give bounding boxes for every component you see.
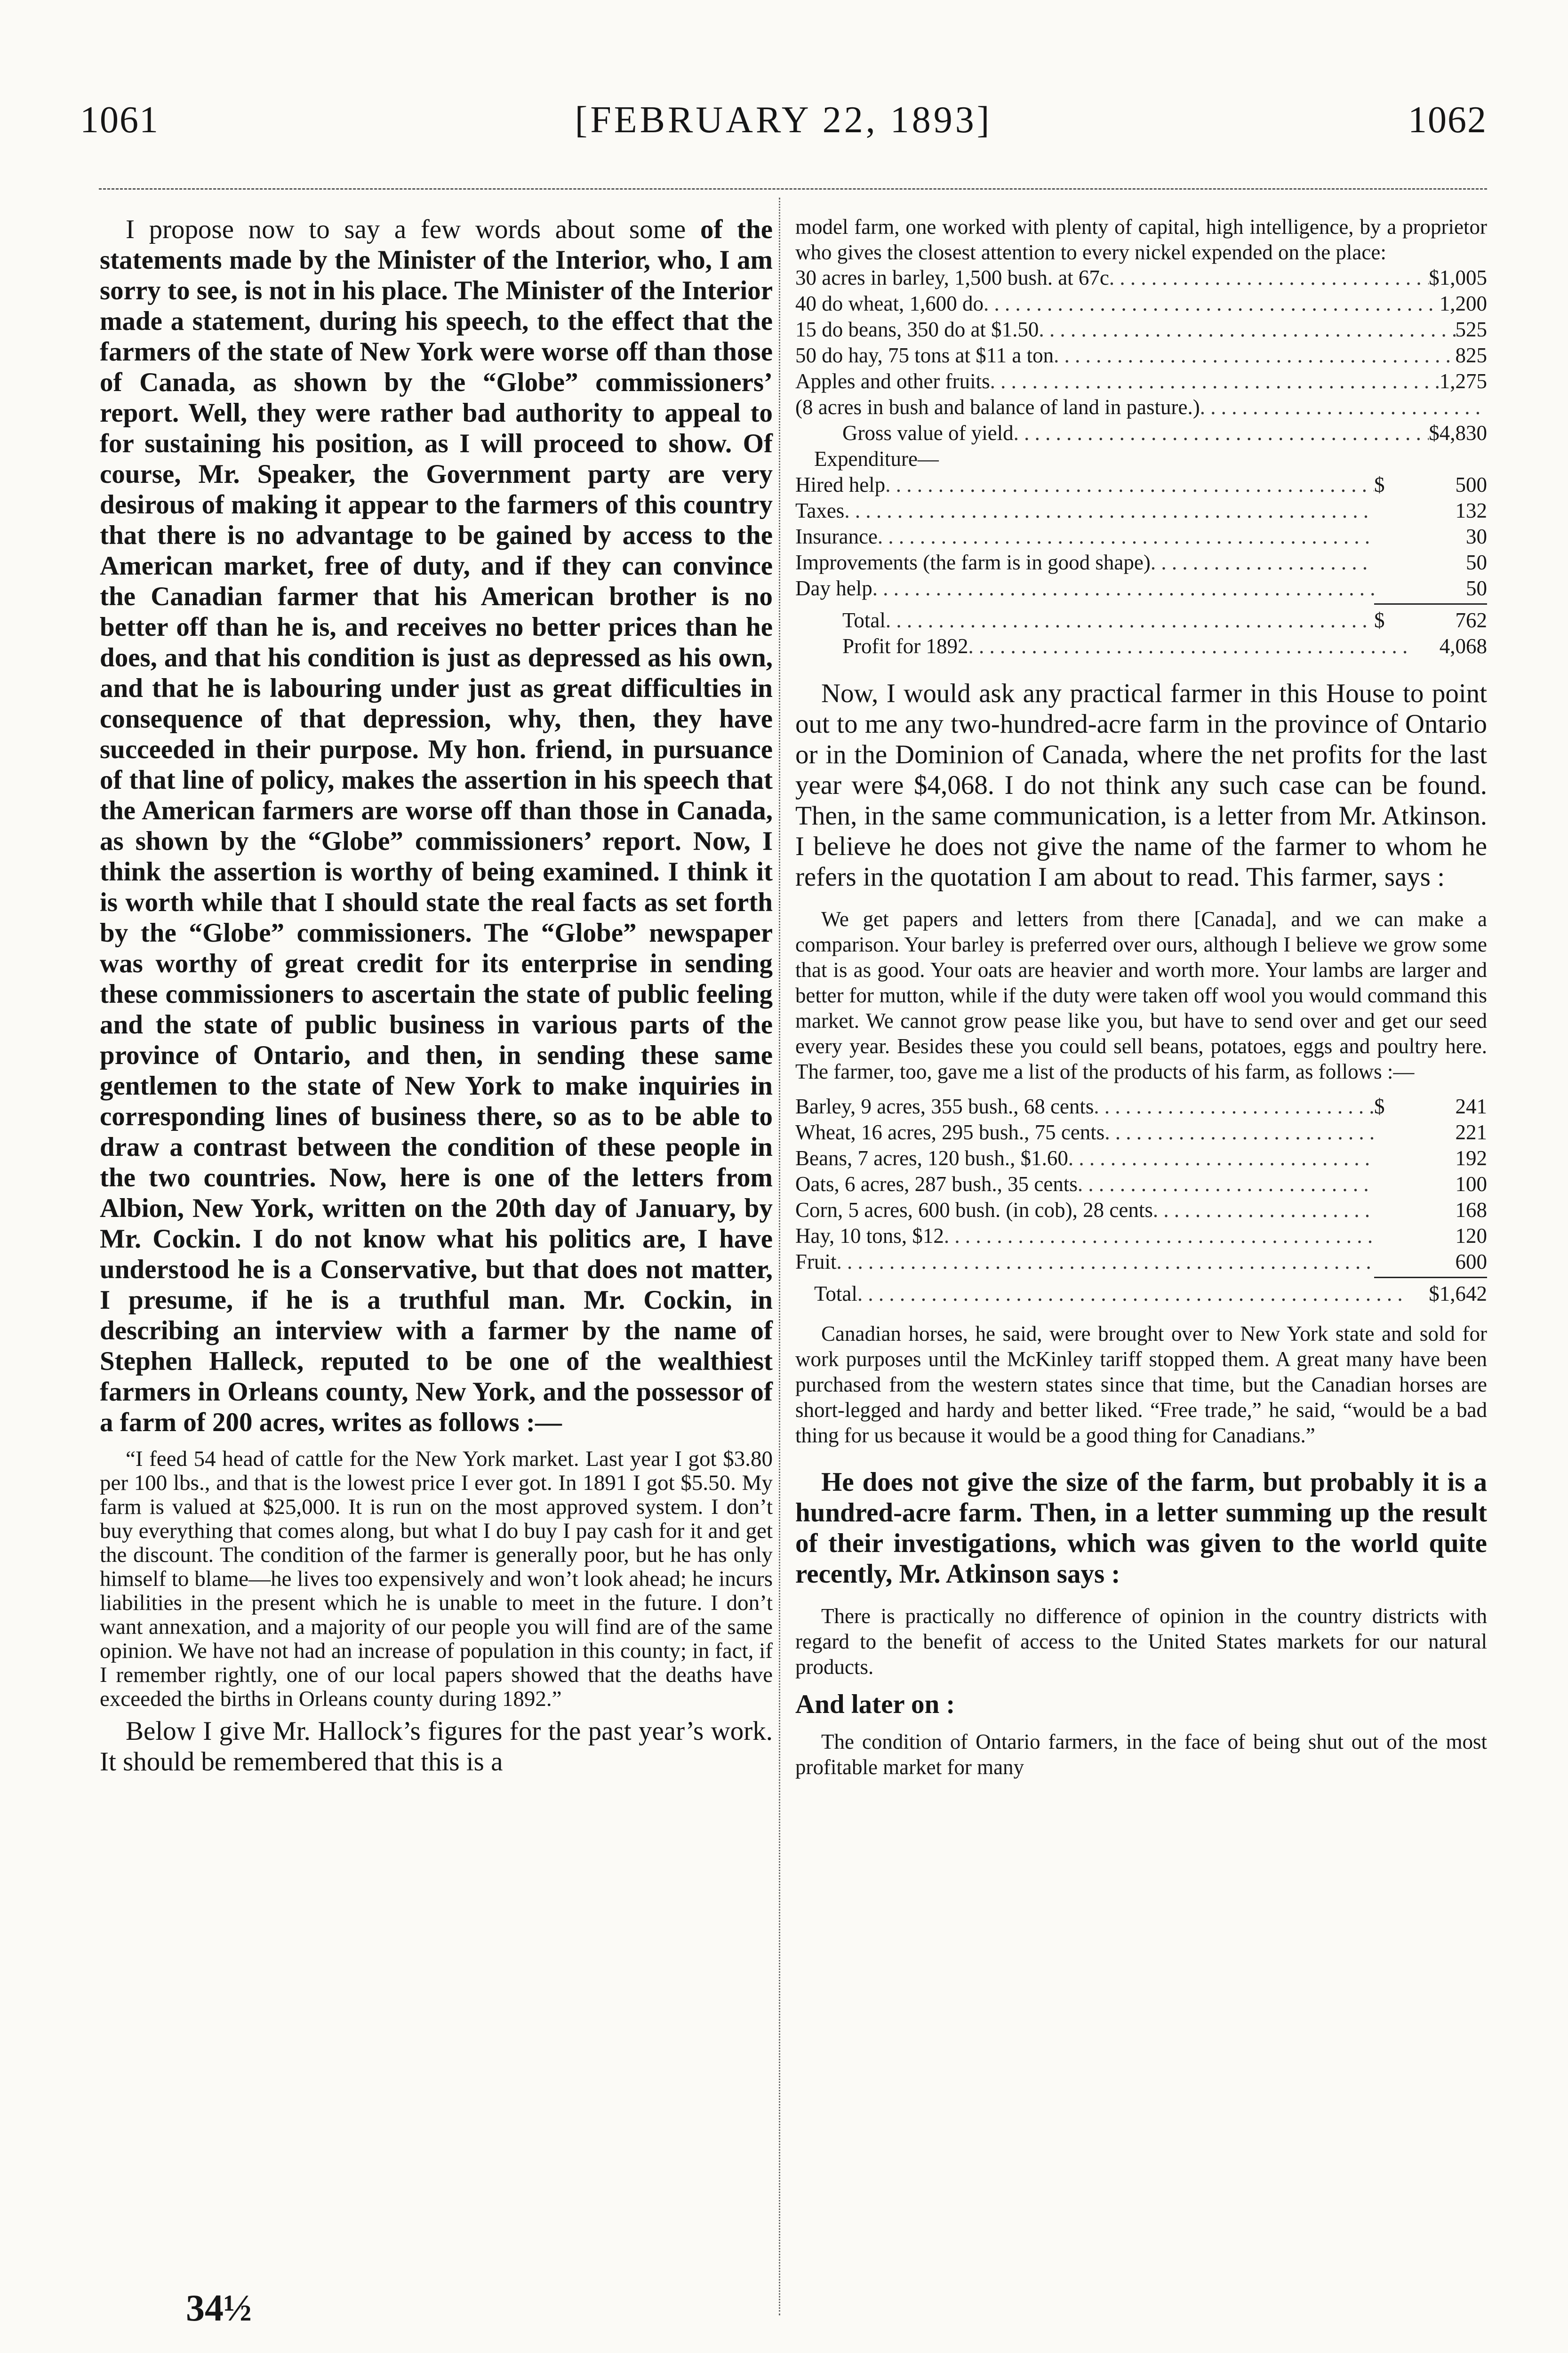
speech-paragraph-1 (100, 214, 773, 1438)
table-row: Fruit . . . 600 (795, 1249, 1487, 1275)
signature-mark: 34½ (186, 2288, 252, 2329)
speech-paragraph-3: Now, I would ask any practical farmer in this House to point out to me any two-hundred-acre farm in the province of Ontario or in the Dominion of Canada, where the net profits for the last year were $4,068. I do not think any such case can be found. Then, in the same communication, is a letter from Mr. Atkinson. I believe he does not give the name of the farmer to whom he refers in the quotation I am about to read. This farmer, says : (795, 679, 1487, 892)
speech-text-normal: I propose now to say a few words about some (126, 215, 686, 244)
table-row: Taxes . . . 132 (795, 498, 1487, 524)
crop-total-row: Total . . . $1,642 (795, 1281, 1487, 1307)
speech-text-bold: of the statements made by the Minister of the Interior, who, I am sorry to see, is not in his place. The Minister of the Interior made a statement, during his speech, to the effect that the farmers of the state of New York were worse off than those of Canada, as shown by the “Globe” commissioners’ report. Well, they were rather bad authority to appeal to for sustaining his position, as I will proceed to show. Of course, Mr. Speaker, the Government party are very desirous of making it appear to the farmers of this country that there is no advantage to be gained by access to the American market, free of duty, and if they can convince the Canadian farmer that his American brother is no better off than he is, and receives no better prices than he does, and that his condition is just as depressed as his own, and that he is labouring under just as great difficulties in consequence of that depression, why, then, they have succeeded in their purpose. My hon. friend, in pursuance of that line of policy, makes the assertion in his speech that the American farmers are worse off than those in Canada, as shown by the “Globe” commissioners’ report. Now, I think the assertion is worthy of being examined. I think it is worth while that I should state the real facts as set forth by the “Globe” commissioners. The “Globe” newspaper was worthy of great credit for its enterprise in sending these commissioners to ascertain the state of public feeling and the state of public business in various parts of the province of Ontario, and then, in sending these same gentlemen to the state of New York to make inquiries in corresponding lines of business there, so as to be able to draw a contrast between the condition of these people in the two countries. Now, here is one of the letters from Albion, New York, written on the 20th day of January, by Mr. Cockin. I do not know what his politics are, I have understood he is a Conservative, but that does not matter, I presume, if he is a truthful man. Mr. Cockin, in describing an interview with a farmer by the name of Stephen Halleck, reputed to be one of the wealthiest farmers in Orleans county, New York, and the possessor of a farm of 200 acres, writes as follows :— (100, 215, 773, 1437)
table-row: 50 do hay, 75 tons at $11 a ton . . . 825 (795, 343, 1487, 368)
gross-yield-row: Gross value of yield . . . $4,830 (795, 420, 1487, 446)
profit-row: Profit for 1892 . . . 4,068 (795, 633, 1487, 659)
crop-table (795, 1094, 1487, 1307)
sum-rule (1374, 1277, 1487, 1278)
table-row: Hay, 10 tons, $12 . . . 120 (795, 1223, 1487, 1249)
table-row: 30 acres in barley, 1,500 bush. at 67c . . . $1,005 (795, 265, 1487, 291)
condition-quotation: The condition of Ontario farmers, in the face of being shut out of the most profitable market for many (795, 1730, 1487, 1779)
access-quotation: There is practically no difference of opinion in the country districts with regard to the benefit of access to the United States markets for our natural products. (795, 1604, 1487, 1679)
table-row: Barley, 9 acres, 355 bush., 68 cents . . . $ 241 (795, 1094, 1487, 1120)
cockin-quotation: “I feed 54 head of cattle for the New York market. Last year I got $3.80 per 100 lbs., and that is the lowest price I ever got. In 1891 I got $5.50. My farm is valued at $25,000. It is run on the most approved system. I don’t buy everything that comes along, but what I do buy I pay cash for it and get the discount. The condition of the farmer is generally poor, but he has only himself to blame—he lives too expensively and won’t look ahead; he incurs liabilities in the present which he is unable to meet in the future. I don’t want annexation, and a majority of our people you will find are of the same opinion. We have not had an increase of population in this county; in fact, if I remember rightly, one of our local papers showed that the deaths have exceeded the births in Orleans county during 1892.” (100, 1447, 773, 1711)
table-row: 15 do beans, 350 do at $1.50 . . . 525 (795, 317, 1487, 343)
table-row: Insurance . . . 30 (795, 524, 1487, 550)
expense-total-row: Total . . . $ 762 (795, 608, 1487, 633)
table-row: Improvements (the farm is in good shape) . . . 50 (795, 550, 1487, 576)
pasture-note: (8 acres in bush and balance of land in pasture.) . . . (795, 394, 1487, 420)
speech-paragraph-4: He does not give the size of the farm, but probably it is a hundred-acre farm. Then, in a letter summing up the result of their investigations, which was given to the world quite recently, Mr. Atkinson says : (795, 1467, 1487, 1589)
header-rule (99, 188, 1487, 190)
column-divider (779, 198, 780, 2315)
horses-quotation: Canadian horses, he said, were brought over to New York state and sold for work purposes until the McKinley tariff stopped them. A great many have been purchased from the western states since that time, but the Canadian horses are short-legged and hardy and better liked. “Free trade,” he said, “would be a bad thing for us because it would be a good thing for Canadians.” (795, 1322, 1487, 1447)
right-column (795, 214, 1487, 1780)
speech-paragraph-2: Below I give Mr. Hallock’s figures for the past year’s work. It should be remembered that this is a (100, 1716, 773, 1777)
sum-rule (1374, 603, 1487, 605)
header-date: [FEBRUARY 22, 1893] (575, 99, 992, 141)
table-row: Day help . . . 50 (795, 576, 1487, 601)
table-row: Oats, 6 acres, 287 bush., 35 cents . . . 100 (795, 1171, 1487, 1197)
page-number-right: 1062 (1408, 99, 1487, 141)
yield-table (795, 265, 1487, 659)
and-later-heading: And later on : (795, 1689, 955, 1719)
table-row: 40 do wheat, 1,600 do . . . 1,200 (795, 291, 1487, 317)
table-row: Hired help . . . $ 500 (795, 472, 1487, 498)
table-row: Beans, 7 acres, 120 bush., $1.60 . . . 192 (795, 1145, 1487, 1171)
left-column (100, 214, 773, 1777)
atkinson-quotation: We get papers and letters from there [Canada], and we can make a comparison. Your barley is preferred over ours, although I believe we grow some that is as good. Your oats are heavier and worth more. Your lambs are larger and better for mutton, while if the duty were taken off wool you would command this market. We cannot grow pease like you, but have to send over and get our seed every year. Besides these you could sell beans, potatoes, eggs and poultry here. The farmer, too, gave me a list of the products of his farm, as follows :— (795, 907, 1487, 1083)
model-farm-intro: model farm, one worked with plenty of capital, high intelligence, by a proprietor who gives the closest attention to every nickel expended on the place: (795, 215, 1487, 264)
expenditure-heading: Expenditure— (814, 447, 939, 471)
table-row: Corn, 5 acres, 600 bush. (in cob), 28 cents . . . 168 (795, 1197, 1487, 1223)
page-header (80, 99, 1487, 151)
table-row: Wheat, 16 acres, 295 bush., 75 cents . . . 221 (795, 1120, 1487, 1145)
page-number-left: 1061 (80, 99, 159, 141)
table-row: Apples and other fruits . . . 1,275 (795, 368, 1487, 394)
